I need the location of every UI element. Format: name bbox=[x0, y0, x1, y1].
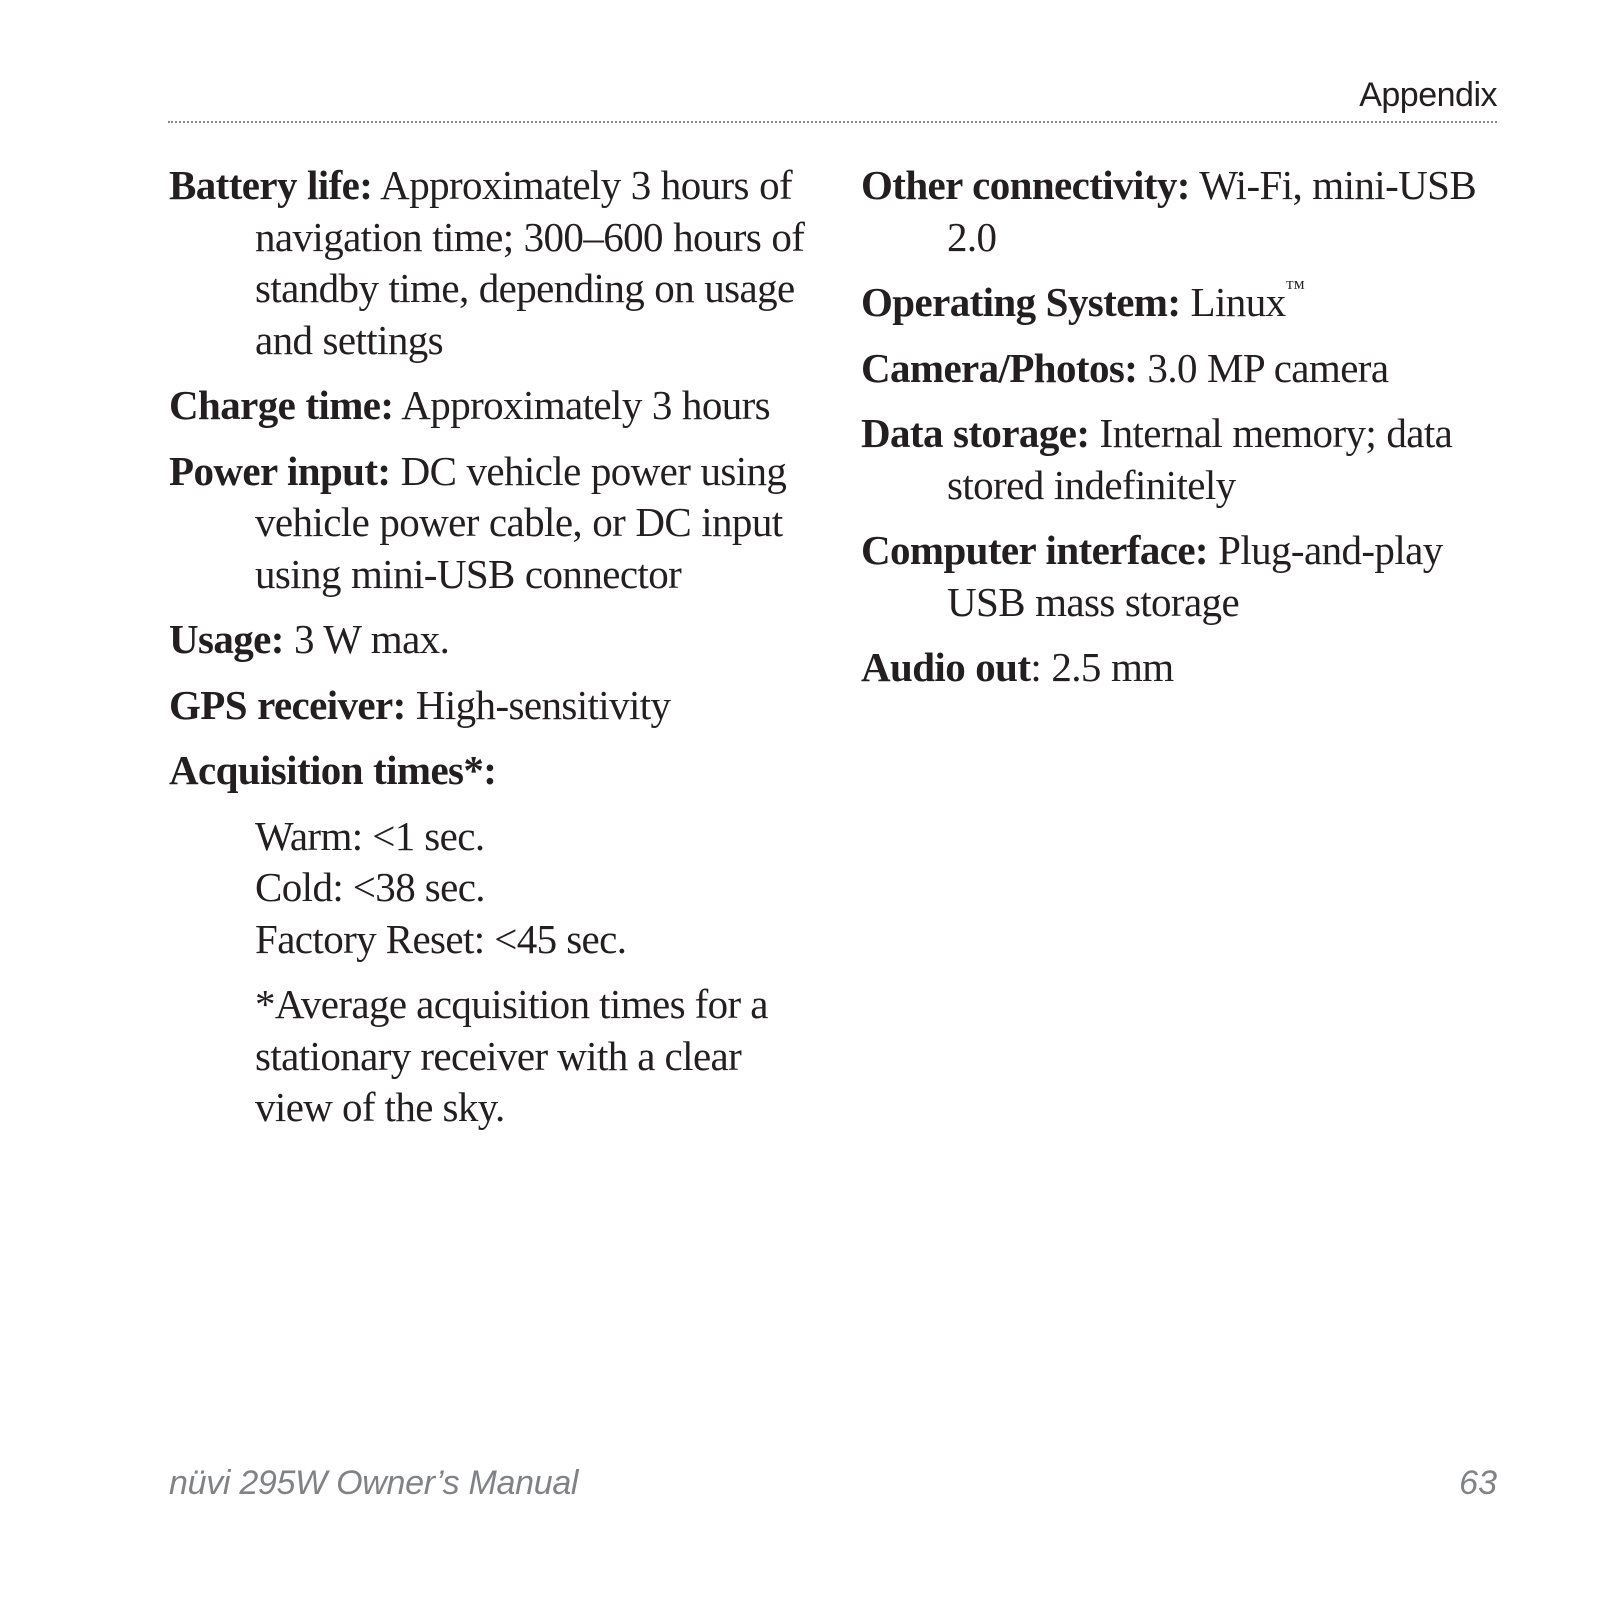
spec-power-input bbox=[169, 446, 819, 601]
spec-value: Approximately 3 hours bbox=[393, 382, 771, 428]
left-column bbox=[169, 160, 819, 1148]
spec-label: GPS receiver: bbox=[169, 681, 406, 728]
acquisition-note: *Average acquisition times for a stationary receiver with a clear view of the sky. bbox=[255, 981, 768, 1130]
spec-data-storage bbox=[861, 408, 1501, 511]
spec-gps-receiver bbox=[169, 680, 819, 732]
spec-value: High-sensitivity bbox=[405, 681, 671, 728]
spec-audio-out bbox=[861, 642, 1501, 694]
spec-value: Internal memory; data stored indefinitely bbox=[947, 410, 1453, 508]
spec-operating-system bbox=[861, 277, 1501, 329]
spec-value: Linux bbox=[1180, 279, 1286, 325]
spec-value: 3 W max. bbox=[283, 616, 450, 662]
spec-computer-interface bbox=[861, 525, 1501, 628]
spec-label: Audio out bbox=[861, 644, 1031, 690]
spec-camera-photos bbox=[861, 343, 1501, 395]
spec-value: Wi-Fi, mini-USB 2.0 bbox=[947, 162, 1477, 260]
spec-label: Acquisition times*: bbox=[169, 747, 497, 793]
acquisition-cold: Cold: <38 sec. bbox=[255, 864, 485, 910]
spec-acquisition-times bbox=[169, 745, 819, 797]
spec-usage bbox=[169, 614, 819, 666]
header-divider bbox=[168, 121, 1497, 123]
spec-value: DC vehicle power using vehicle power cable, or DC input using mini-USB connector bbox=[255, 447, 787, 597]
spec-label: Usage: bbox=[169, 616, 284, 662]
page-number: 63 bbox=[1459, 1464, 1497, 1502]
spec-battery-life bbox=[169, 160, 819, 366]
spec-value: : 2.5 mm bbox=[1030, 644, 1174, 690]
spec-other-connectivity bbox=[861, 160, 1501, 263]
spec-label: Charge time: bbox=[169, 382, 394, 428]
spec-value: Approximately 3 hours of navigation time; 300–600 hours of standby time, depending on usage and settings bbox=[255, 162, 805, 363]
acquisition-times-list bbox=[169, 811, 819, 966]
spec-label: Data storage: bbox=[861, 410, 1090, 456]
spec-label: Computer interface: bbox=[861, 527, 1208, 573]
spec-charge-time bbox=[169, 380, 819, 432]
section-title: Appendix bbox=[1359, 76, 1497, 114]
footer-manual-title: nüvi 295W Owner’s Manual bbox=[169, 1464, 579, 1502]
acquisition-factory-reset: Factory Reset: <45 sec. bbox=[255, 915, 627, 962]
spec-value: Plug-and-play USB mass storage bbox=[947, 527, 1443, 625]
spec-label: Battery life: bbox=[169, 162, 373, 208]
acquisition-warm: Warm: <1 sec. bbox=[255, 812, 485, 859]
spec-value: 3.0 MP camera bbox=[1137, 344, 1389, 391]
spec-label: Power input: bbox=[169, 447, 391, 494]
trademark-symbol: ™ bbox=[1285, 277, 1305, 299]
spec-label: Other connectivity: bbox=[861, 162, 1190, 208]
right-column bbox=[861, 160, 1501, 708]
spec-label: Operating System: bbox=[861, 279, 1181, 325]
spec-label: Camera/Photos: bbox=[861, 344, 1138, 391]
